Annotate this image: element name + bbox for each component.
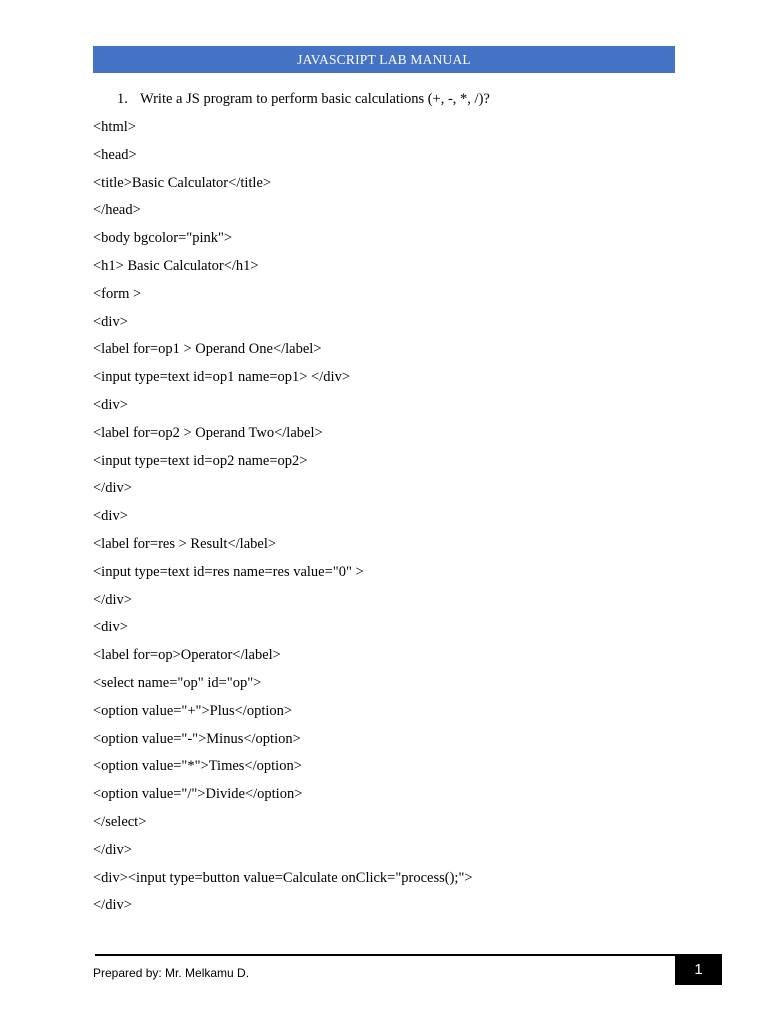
- code-line: <div>: [93, 396, 128, 413]
- code-line: <label for=op>Operator</label>: [93, 647, 281, 664]
- code-line: </div>: [93, 591, 132, 608]
- footer-prepared-by: Prepared by: Mr. Melkamu D.: [93, 966, 250, 980]
- question-item: [117, 89, 490, 109]
- code-line: </div>: [93, 897, 132, 914]
- code-line: <h1> Basic Calculator</h1>: [93, 257, 259, 274]
- code-line: <select name="op" id="op">: [93, 674, 262, 691]
- page-header-title: JAVASCRIPT LAB MANUAL: [93, 46, 675, 73]
- code-line: <html>: [93, 119, 136, 135]
- code-line: <title>Basic Calculator</title>: [93, 174, 272, 191]
- code-line: <option value="*">Times</option>: [93, 758, 302, 775]
- code-line: </div>: [93, 841, 132, 858]
- question-number: 1.: [117, 91, 128, 107]
- code-line: <div><input type=button value=Calculate onClick="process();">: [93, 869, 473, 886]
- code-listing: [93, 117, 473, 923]
- code-line: <input type=text id=op1 name=op1> </div>: [93, 369, 350, 386]
- code-line: </head>: [93, 202, 141, 219]
- code-line: <input type=text id=op2 name=op2>: [93, 452, 308, 469]
- code-line: <label for=op1 > Operand One</label>: [93, 341, 322, 358]
- code-line: <label for=res > Result</label>: [93, 535, 277, 552]
- code-line: <option value="-">Minus</option>: [93, 730, 301, 747]
- code-line: <form >: [93, 285, 142, 302]
- page-number: 1: [675, 954, 722, 985]
- code-line: <label for=op2 > Operand Two</label>: [93, 424, 323, 441]
- code-line: </select>: [93, 813, 147, 830]
- code-line: <body bgcolor="pink">: [93, 230, 233, 247]
- code-line: <div>: [93, 619, 128, 636]
- code-line: </div>: [93, 480, 132, 497]
- code-line: <head>: [93, 146, 137, 163]
- code-line: <option value="+">Plus</option>: [93, 702, 293, 719]
- code-line: <div>: [93, 508, 128, 525]
- footer-divider: [95, 954, 675, 956]
- code-line: <div>: [93, 313, 128, 330]
- code-line: <input type=text id=res name=res value="0" >: [93, 563, 364, 580]
- question-text: Write a JS program to perform basic calculations (+, -, *, /)?: [140, 91, 490, 107]
- code-line: <option value="/">Divide</option>: [93, 786, 303, 803]
